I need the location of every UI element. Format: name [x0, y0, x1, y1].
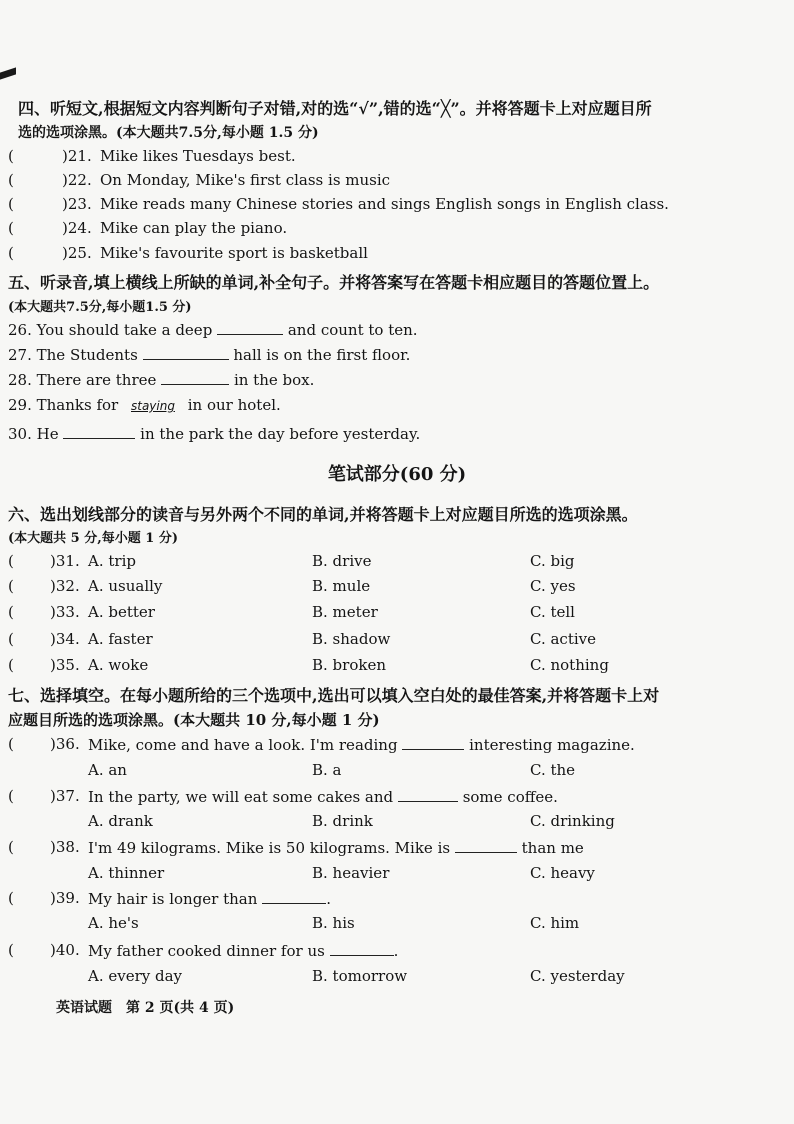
question-number: 28.	[8, 371, 32, 389]
question-number: )23.	[62, 195, 92, 213]
list-item	[8, 424, 420, 443]
section5-title: 五、听录音,填上横线上所缺的单词,补全句子。并将答案写在答题卡相应题目的答题位置上。	[8, 273, 660, 292]
question-text: and count to ten.	[287, 321, 418, 339]
option-b[interactable]: B. mule	[312, 577, 371, 595]
answer-paren[interactable]: (	[8, 244, 14, 262]
option-a[interactable]: A. drank	[88, 812, 153, 830]
answer-blank	[455, 838, 517, 853]
handwritten-answer: staying	[131, 399, 175, 413]
question-number: 30.	[8, 425, 32, 443]
section5-note: (本大题共7.5分,每小题1.5 分)	[8, 300, 192, 315]
options-row	[0, 864, 794, 886]
options-row	[0, 914, 794, 936]
option-c[interactable]: C. big	[530, 552, 575, 570]
section4-title-cont: 选的选项涂黑。(本大题共7.5分,每小题 1.5 分)	[18, 125, 319, 141]
section4-title: 四、听短文,根据短文内容判断句子对错,对的选“√”,错的选“╳”。并将答题卡上对应题目所	[18, 99, 652, 118]
answer-paren[interactable]: (	[8, 195, 14, 213]
list-item	[0, 656, 794, 678]
option-a[interactable]: A. trip	[88, 552, 136, 570]
answer-blank	[398, 787, 458, 802]
answer-paren[interactable]: (	[8, 735, 14, 753]
question-text: On Monday, Mike's first class is music	[100, 171, 391, 189]
question-text: My father cooked dinner for us	[88, 942, 325, 960]
option-a[interactable]: A. thinner	[88, 864, 165, 882]
section7-title: 七、选择填空。在每小题所给的三个选项中,选出可以填入空白处的最佳答案,并将答题卡上对	[8, 686, 660, 705]
answer-blank	[262, 889, 326, 904]
question-number: )40.	[50, 941, 80, 959]
options-row	[0, 761, 794, 783]
list-item	[0, 219, 794, 241]
option-a[interactable]: A. better	[88, 603, 155, 621]
list-item	[0, 787, 794, 809]
option-b[interactable]: B. meter	[312, 603, 378, 621]
options-row	[0, 967, 794, 989]
list-item	[8, 370, 314, 389]
option-b[interactable]: B. drive	[312, 552, 372, 570]
list-item	[0, 889, 794, 911]
question-text: .	[326, 890, 331, 908]
question-number: 29.	[8, 396, 32, 414]
answer-paren[interactable]: (	[8, 552, 14, 570]
question-text: interesting magazine.	[469, 736, 635, 754]
option-c[interactable]: C. drinking	[530, 812, 615, 830]
option-c[interactable]: C. heavy	[530, 864, 595, 882]
option-a[interactable]: A. usually	[88, 577, 163, 595]
question-text: Mike reads many Chinese stories and sings English songs in English class.	[100, 195, 669, 213]
question-text: The Students	[36, 346, 138, 364]
section6-title: 六、选出划线部分的读音与另外两个不同的单词,并将答题卡上对应题目所选的选项涂黑。	[8, 505, 638, 524]
option-c[interactable]: C. him	[530, 914, 580, 932]
question-text: My hair is longer than	[88, 890, 258, 908]
list-item	[0, 735, 794, 757]
question-number: )32.	[50, 577, 80, 595]
list-item	[0, 941, 794, 963]
answer-blank	[402, 735, 464, 750]
question-text: You should take a deep	[36, 321, 213, 339]
scan-corner-mark	[0, 67, 16, 79]
question-text: in the park the day before yesterday.	[140, 425, 421, 443]
question-number: )37.	[50, 787, 80, 805]
list-item	[0, 171, 794, 193]
question-number: )24.	[62, 219, 92, 237]
option-b[interactable]: B. drink	[312, 812, 373, 830]
list-item	[8, 396, 281, 414]
question-text: Mike's favourite sport is basketball	[100, 244, 368, 262]
question-text: Mike likes Tuesdays best.	[100, 147, 296, 165]
option-a[interactable]: A. every day	[88, 967, 183, 985]
option-b[interactable]: B. shadow	[312, 630, 391, 648]
written-part-title: 笔试部分(60 分)	[327, 464, 467, 485]
question-text: than me	[521, 839, 584, 857]
answer-paren[interactable]: (	[8, 171, 14, 189]
list-item	[8, 320, 418, 339]
question-text: some coffee.	[462, 788, 558, 806]
option-c[interactable]: C. yesterday	[530, 967, 625, 985]
option-a[interactable]: A. an	[88, 761, 127, 779]
question-number: )35.	[50, 656, 80, 674]
option-a[interactable]: A. faster	[88, 630, 153, 648]
question-text: Mike can play the piano.	[100, 219, 288, 237]
answer-paren[interactable]: (	[8, 630, 14, 648]
answer-blank[interactable]	[161, 370, 229, 385]
question-number: )21.	[62, 147, 92, 165]
option-c[interactable]: C. tell	[530, 603, 575, 621]
question-text: In the party, we will eat some cakes and	[88, 788, 394, 806]
question-text: He	[36, 425, 59, 443]
option-c[interactable]: C. the	[530, 761, 576, 779]
list-item	[0, 630, 794, 652]
option-b[interactable]: B. heavier	[312, 864, 390, 882]
question-number: )25.	[62, 244, 92, 262]
list-item	[0, 147, 794, 169]
list-item	[0, 577, 794, 599]
question-number: )38.	[50, 838, 80, 856]
question-text: in the box.	[233, 371, 315, 389]
answer-blank[interactable]	[217, 320, 283, 335]
option-c[interactable]: C. yes	[530, 577, 576, 595]
option-a[interactable]: A. he's	[88, 914, 139, 932]
answer-paren[interactable]: (	[8, 941, 14, 959]
answer-paren[interactable]: (	[8, 838, 14, 856]
question-number: )34.	[50, 630, 80, 648]
option-b[interactable]: B. his	[312, 914, 355, 932]
answer-paren[interactable]: (	[8, 219, 14, 237]
section6-note: (本大题共 5 分,每小题 1 分)	[8, 531, 179, 546]
answer-blank	[330, 941, 394, 956]
list-item	[0, 603, 794, 625]
answer-blank[interactable]	[63, 424, 135, 439]
question-text: Thanks for	[36, 396, 119, 414]
answer-paren[interactable]: (	[8, 603, 14, 621]
question-text: in our hotel.	[187, 396, 281, 414]
section7-title-cont: 应题目所选的选项涂黑。(本大题共 10 分,每小题 1 分)	[8, 711, 380, 729]
option-b[interactable]: B. a	[312, 761, 342, 779]
question-text: Mike, come and have a look. I'm reading	[88, 736, 398, 754]
question-number: 26.	[8, 321, 32, 339]
question-text: hall is on the first floor.	[233, 346, 411, 364]
answer-paren[interactable]: (	[8, 577, 14, 595]
question-text: There are three	[36, 371, 157, 389]
list-item	[0, 838, 794, 860]
answer-blank[interactable]	[143, 345, 229, 360]
question-number: )22.	[62, 171, 92, 189]
option-c[interactable]: C. nothing	[530, 656, 609, 674]
page-footer: 英语试题 第 2 页(共 4 页)	[56, 1000, 235, 1016]
question-text: .	[393, 942, 399, 960]
options-row	[0, 812, 794, 834]
answer-paren[interactable]: (	[8, 147, 14, 165]
list-item	[8, 345, 410, 364]
list-item	[0, 552, 794, 574]
option-b[interactable]: B. tomorrow	[312, 967, 408, 985]
question-number: )33.	[50, 603, 80, 621]
question-number: )31.	[50, 552, 80, 570]
list-item	[0, 244, 794, 266]
option-c[interactable]: C. active	[530, 630, 596, 648]
question-number: )36.	[50, 735, 80, 753]
answer-paren[interactable]: (	[8, 889, 14, 907]
answer-paren[interactable]: (	[8, 787, 14, 805]
question-text: I'm 49 kilograms. Mike is 50 kilograms. Mike is	[88, 839, 451, 857]
question-number: 27.	[8, 346, 32, 364]
option-a[interactable]: A. woke	[88, 656, 149, 674]
answer-paren[interactable]: (	[8, 656, 14, 674]
list-item	[0, 195, 794, 217]
option-b[interactable]: B. broken	[312, 656, 386, 674]
question-number: )39.	[50, 889, 80, 907]
